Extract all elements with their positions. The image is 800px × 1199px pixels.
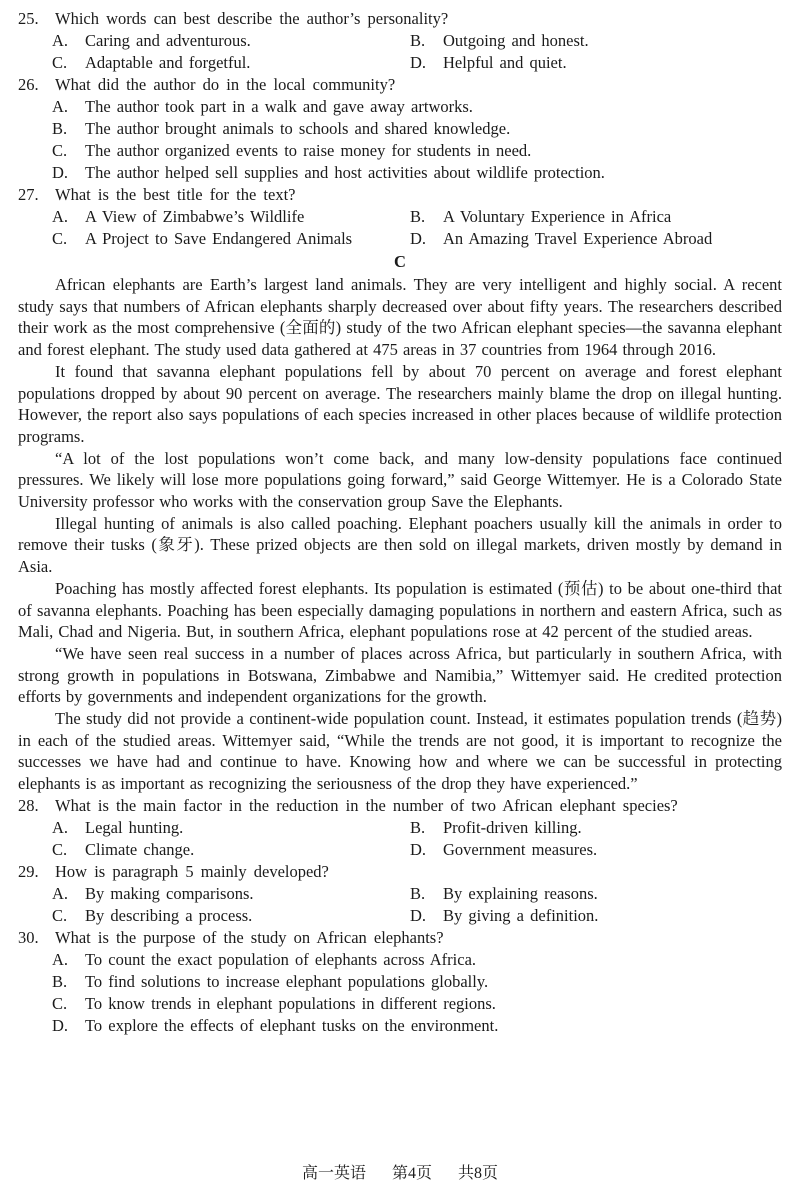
option-text: A Voluntary Experience in Africa [443,207,672,226]
passage-paragraph: Poaching has mostly affected forest elephants. Its population is estimated (预估) to be about one-third that of savanna elephants. Poaching has been especially damaging populations in northern and eastern Africa, such as Mali, Chad and Nigeria. But, in southern Africa, elephant populations rose at 42 percent of the studied areas. [18,578,782,642]
option-text: Adaptable and forgetful. [85,53,251,72]
option-c [52,993,782,1015]
question-number: 28. [18,795,39,815]
footer-course: 高一英语 [301,1165,366,1182]
option-text: A View of Zimbabwe’s Wildlife [85,207,305,226]
option-d [52,1015,782,1037]
option-label: C. [52,53,68,72]
question-26 [18,74,782,184]
option-text: By explaining reasons. [443,883,598,903]
question-number: 27. [18,185,39,204]
page-footer [0,1163,800,1185]
question-29 [18,861,782,927]
option-c [52,905,410,927]
option-b [410,817,782,839]
option-text: Climate change. [85,839,195,859]
option-label: D. [410,905,427,925]
option-label: C. [52,229,68,248]
question-number: 29. [18,861,39,881]
option-a [52,30,410,52]
question-25 [18,8,782,74]
option-label: C. [52,141,68,160]
question-28 [18,795,782,861]
question-text: Which words can best describe the author’s personality? [55,9,449,28]
passage-paragraph: The study did not provide a continent-wide population count. Instead, it estimates population trends (趋势) in each of the studied areas. Wittemyer said, “While the trends are not good, it is important to recognize the successes we have had and continue to have. Knowing how and where we can be successful in protecting elephants is as important as recognizing the seriousness of the drop they have experienced.” [18,709,782,794]
option-text: Outgoing and honest. [443,31,589,50]
option-label: B. [410,883,426,903]
option-c [52,140,782,162]
option-text: To find solutions to increase elephant populations globally. [85,971,489,991]
option-text: Profit-driven killing. [443,817,582,837]
option-c [52,52,410,74]
question-30 [18,927,782,1037]
option-b [410,883,782,905]
passage-paragraph: African elephants are Earth’s largest land animals. They are very intelligent and highly social. A recent study says that numbers of African elephants sharply decreased over about fifty years. The researchers described their work as the most comprehensive (全面的) study of the two African elephant species—the savanna elephant and forest elephant. The study used data gathered at 475 areas in 37 countries from 1964 through 2016. [18,275,782,360]
option-label: C. [52,839,68,859]
option-d [410,52,782,74]
question-text: What is the main factor in the reduction in the number of two African elephant species? [55,795,678,815]
option-label: B. [410,207,426,226]
option-label: D. [410,839,427,859]
option-a [52,96,782,118]
option-text: The author brought animals to schools and shared knowledge. [85,119,511,138]
reading-passage [18,274,782,795]
option-label: A. [52,31,69,50]
option-text: An Amazing Travel Experience Abroad [443,229,713,248]
option-a [52,206,410,228]
option-label: A. [52,949,69,969]
section-label: C [394,252,406,271]
option-label: A. [52,207,69,226]
question-text: How is paragraph 5 mainly developed? [55,861,329,881]
passage-paragraph: Illegal hunting of animals is also called poaching. Elephant poachers usually kill the animals in order to remove their tusks (象牙). These prized objects are then sold on illegal markets, driven mostly by demand in Asia. [18,513,782,577]
option-d [410,905,782,927]
question-text: What is the best title for the text? [55,185,296,204]
option-b [52,118,782,140]
option-label: A. [52,97,69,116]
option-text: The author organized events to raise money for students in need. [85,141,532,160]
option-label: B. [52,119,68,138]
option-label: B. [410,817,426,837]
option-text: Legal hunting. [85,817,184,837]
passage-paragraph: “A lot of the lost populations won’t come back, and many low-density populations face continued pressures. We likely will lose more populations going forward,” said George Wittemyer. He is a Colorado State University professor who works with the conservation group Save the Elephants. [18,448,782,512]
option-a [52,817,410,839]
option-text: A Project to Save Endangered Animals [85,229,353,248]
option-label: A. [52,817,69,837]
option-text: The author helped sell supplies and host activities about wildlife protection. [85,163,605,182]
question-27 [18,184,782,250]
question-number: 30. [18,927,39,947]
option-text: To know trends in elephant populations in different regions. [85,993,496,1013]
option-text: By describing a process. [85,905,253,925]
option-text: By making comparisons. [85,883,254,903]
option-text: Government measures. [443,839,598,859]
option-label: B. [410,31,426,50]
question-number: 25. [18,9,39,28]
option-d [410,839,782,861]
option-label: D. [52,1015,69,1035]
option-label: D. [52,163,69,182]
option-b [410,30,782,52]
option-label: C. [52,993,68,1013]
option-b [410,206,782,228]
option-text: By giving a definition. [443,905,599,925]
option-c [52,228,410,250]
question-number: 26. [18,75,39,94]
option-text: The author took part in a walk and gave away artworks. [85,97,473,116]
option-text: Caring and adventurous. [85,31,251,50]
option-label: B. [52,971,68,991]
question-text: What did the author do in the local community? [55,75,396,94]
option-label: C. [52,905,68,925]
option-text: Helpful and quiet. [443,53,567,72]
option-d [52,162,782,184]
option-d [410,228,782,250]
option-c [52,839,410,861]
footer-page-number: 第4页 [391,1165,432,1182]
option-a [52,949,782,971]
option-text: To count the exact population of elephants across Africa. [85,949,477,969]
option-a [52,883,410,905]
option-label: D. [410,229,427,248]
question-text: What is the purpose of the study on African elephants? [55,927,444,947]
option-b [52,971,782,993]
option-label: D. [410,53,427,72]
passage-paragraph: It found that savanna elephant populations fell by about 70 percent on average and forest elephant populations dropped by about 90 percent on average. The researchers mainly blame the drop on illegal hunting. However, the report also says populations of each species increased in other places because of wildlife protection programs. [18,361,782,446]
footer-total-pages: 共8页 [458,1165,499,1182]
passage-paragraph: “We have seen real success in a number of places across Africa, but particularly in southern Africa, with strong growth in populations in Botswana, Zimbabwe and Namibia,” Wittemyer said. He credited protection efforts by governments and independent organizations for the growth. [18,643,782,707]
option-text: To explore the effects of elephant tusks on the environment. [85,1015,499,1035]
option-label: A. [52,883,69,903]
